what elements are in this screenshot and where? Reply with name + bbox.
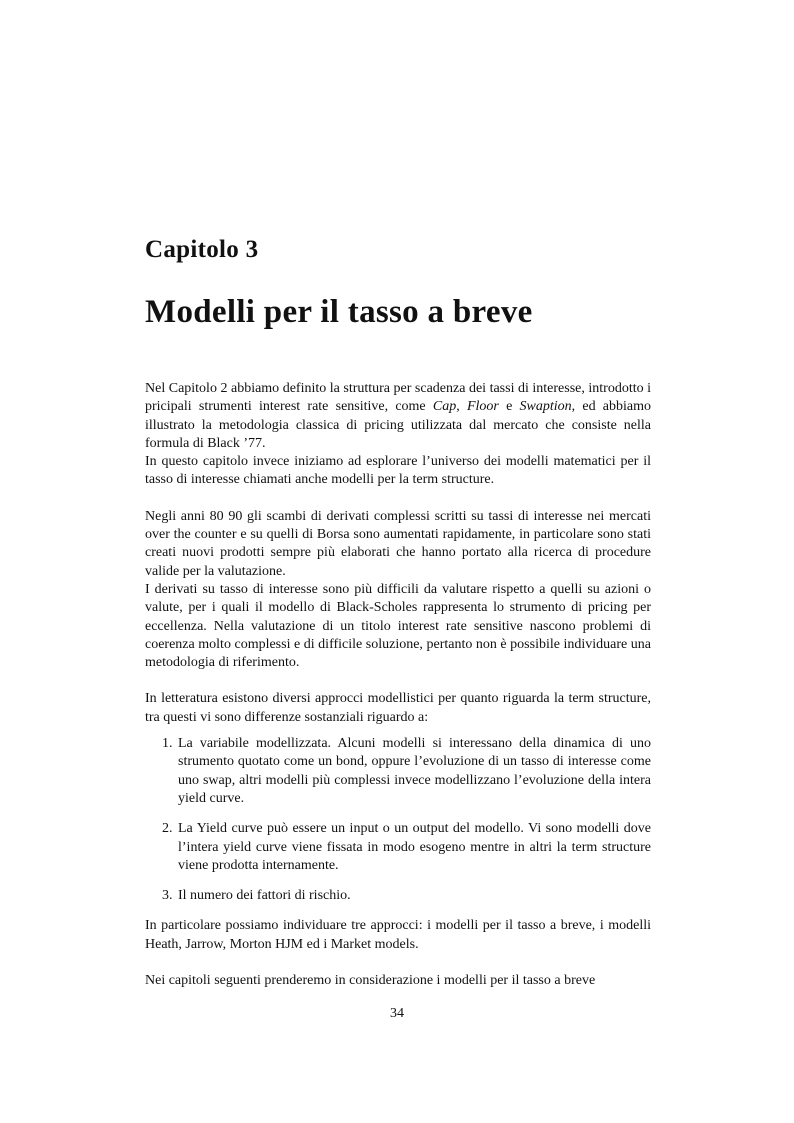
conjunction-e: e — [498, 399, 520, 415]
list-item-number: 1. — [162, 736, 173, 752]
paragraph-1-text-a: Nel Capitolo 2 abbiamo definito la struttura per scadenza dei tassi di interesse, introdotto i pricipali strumenti interest rate sensitive, come — [145, 381, 651, 415]
list-item — [145, 735, 651, 808]
paragraph-4: I derivati su tasso di interesse sono più difficili da valutare rispetto a quelli su azioni o valute, per i quali il modello di Black-Scholes rappresenta lo strumento di pricing per eccellenza. Nella valutazione di un titolo interest rate sensitive nascono problemi di coerenza molto complessi e di difficile soluzione, pertanto non è possibile individuare una metodologia di riferimento. — [145, 581, 651, 671]
list-item — [145, 887, 651, 905]
list-item-text: Il numero dei fattori di rischio. — [178, 888, 351, 904]
numbered-list — [145, 735, 651, 905]
page-number: 34 — [390, 1006, 404, 1021]
body-text — [145, 380, 651, 990]
paragraph-5: In letteratura esistono diversi approcci modellistici per quanto riguarda la term structure, tra questi vi sono differenze sostanziali riguardo a: — [145, 691, 651, 725]
list-item-text: La variabile modellizzata. Alcuni modelli si interessano della dinamica di uno strumento quotato come un bond, oppure l’evoluzione di un tasso di interesse come uno swap, altri modelli più complessi invece modellizzano l’evoluzione della intera yield curve. — [178, 736, 651, 806]
list-item-number: 3. — [162, 888, 173, 904]
list-item-number: 2. — [162, 821, 173, 837]
paragraph-7: Nei capitoli seguenti prenderemo in considerazione i modelli per il tasso a breve — [145, 973, 596, 989]
paragraph-1 — [145, 380, 651, 453]
term-swaption: Swaption — [519, 399, 572, 415]
term-floor: Floor — [466, 399, 499, 415]
list-item — [145, 820, 651, 875]
paragraph-1-text-b: , ed abbiamo illustrato la metodologia classica di pricing utilizzata dal mercato che consiste nella formula di Black ’77. — [145, 399, 652, 451]
term-cap: Cap — [432, 399, 457, 415]
list-item-text: La Yield curve può essere un input o un output del modello. Vi sono modelli dove l’intera yield curve viene fissata in modo esogeno mentre in altri la term structure viene prodotta internamente. — [178, 821, 651, 873]
comma-separator: , — [456, 399, 467, 415]
chapter-label: Capitolo 3 — [145, 236, 259, 263]
paragraph-3: Negli anni 80 90 gli scambi di derivati complessi scritti su tassi di interesse nei mercati over the counter e su quelli di Borsa sono aumentati rapidamente, in particolare sono stati creati nuovi prodotti sempre più elaborati che hanno portato alla ricerca di procedure valide per la valutazione. — [145, 508, 651, 579]
paragraph-6: In particolare possiamo individuare tre approcci: i modelli per il tasso a breve, i modelli Heath, Jarrow, Morton HJM ed i Market models. — [145, 918, 651, 952]
paragraph-2: In questo capitolo invece iniziamo ad esplorare l’universo dei modelli matematici per il tasso di interesse chiamati anche modelli per la term structure. — [145, 454, 651, 488]
chapter-title: Modelli per il tasso a breve — [145, 294, 533, 330]
